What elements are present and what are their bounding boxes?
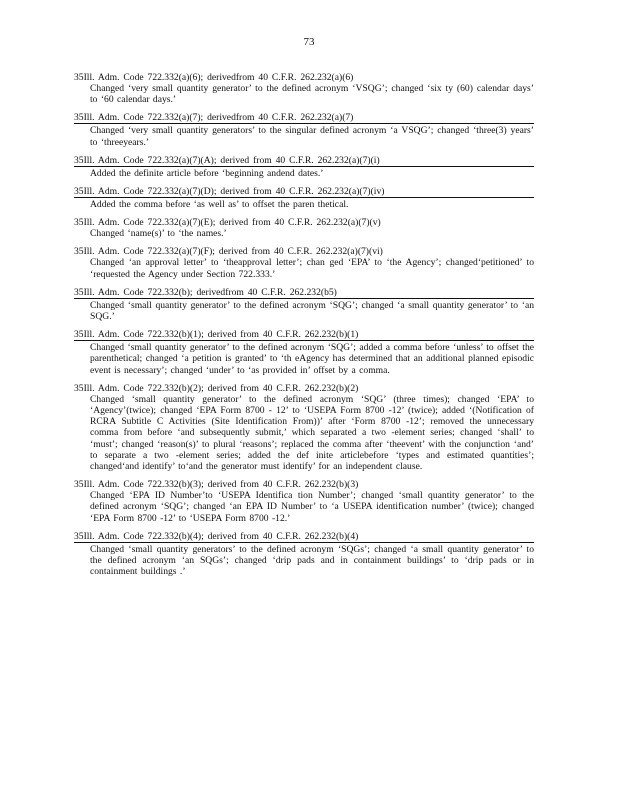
- list-item: [74, 246, 534, 279]
- list-item: [74, 72, 534, 105]
- entry-heading: 35Ill. Adm. Code 722.332(a)(7)(A); derived from 40 C.F.R. 262.232(a)(7)(i): [74, 155, 534, 167]
- list-item: [74, 383, 534, 472]
- list-item: [74, 155, 534, 179]
- entry-heading: 35Ill. Adm. Code 722.332(b)(2); derived from 40 C.F.R. 262.232(b)(2): [74, 382, 359, 394]
- entry-heading: 35Ill. Adm. Code 722.332(b)(4); derived from 40 C.F.R. 262.232(b)(4): [74, 531, 534, 543]
- list-item: [74, 217, 534, 239]
- entry-heading: 35Ill. Adm. Code 722.332(b)(1); derived from 40 C.F.R. 262.232(b)(1): [74, 329, 534, 341]
- entry-heading: 35Ill. Adm. Code 722.332(a)(7)(D); derived from 40 C.F.R. 262.232(a)(7)(iv): [74, 186, 534, 198]
- entry-heading: 35Ill. Adm. Code 722.332(a)(7); derivedfrom 40 C.F.R. 262.232(a)(7): [74, 112, 534, 124]
- entry-body: Changed ‘EPA ID Number’to ‘USEPA Identifica tion Number’; changed ‘small quantity generator’ to the defined acronym ‘SQG’; changed ‘an EPA ID Number’ to ‘a USEPA identification number’ (twice); changed ‘EPA Form 8700 -12’ to ‘USEPA Form 8700 -12.’: [90, 490, 534, 524]
- entry-body: Changed ‘name(s)’ to ‘the names.’: [90, 228, 227, 240]
- entry-body: Changed ‘small quantity generators’ to the defined acronym ‘SQGs’; changed ‘a small quantity generator’ to the defined acronym ‘an SQGs’; changed ‘drip pads and in containment buildings’ to ‘drip pads or in containment buildings .’: [90, 543, 534, 578]
- list-item: [74, 112, 534, 147]
- entry-heading: 35Ill. Adm. Code 722.332(b)(3); derived from 40 C.F.R. 262.232(b)(3): [74, 479, 359, 491]
- page-number: 73: [303, 36, 315, 48]
- entry-heading: 35Ill. Adm. Code 722.332(a)(7)(F); derived from 40 C.F.R. 262.232(a)(7)(vi): [74, 246, 383, 258]
- entry-heading: 35Ill. Adm. Code 722.332(a)(6); derivedfrom 40 C.F.R. 262.232(a)(6): [74, 72, 354, 83]
- entry-body: Added the definite article before ‘beginning andend dates.’: [90, 167, 324, 179]
- entry-body: Changed ‘an approval letter’ to ‘theapproval letter’; chan ged ‘EPA’ to ‘the Agency’; changed‘petitioned’ to ‘requested the Agency under Section 722.333.’: [90, 257, 534, 280]
- list-item: [74, 329, 534, 376]
- entries-list: [74, 72, 534, 584]
- entry-heading: 35Ill. Adm. Code 722.332(b); derivedfrom 40 C.F.R. 262.232(b5): [74, 287, 534, 299]
- list-item: [74, 186, 534, 210]
- list-item: [74, 287, 534, 322]
- entry-body: Changed ‘small quantity generator’ to the defined acronym ‘SQG’; changed ‘a small quantity generator’ to ‘an SQG.’: [90, 299, 534, 323]
- entry-body: Changed ‘small quantity generator’ to the defined acronym ‘SQG’ (three times); changed ‘EPA’ to ‘Agency’(twice); changed ‘EPA Form 8700 - 12’ to ‘USEPA Form 8700 -12’ (twice); added ‘(Notification of RCRA Subtitle C Activities (Site Identification From))’ after ‘Form 8700 -12’; removed the unnecessary comma from before ‘and subsequently submit,’ which separated a two -element series; changed ‘shall’ to ‘must’; changed ‘reason(s)’ to plural ‘reasons’; replaced the comma after ‘theevent’ with the conjunction ‘and’ to separate a two -element series; added the def inite articlebefore ‘types and estimated quantities’; changed‘and identify’ to‘and the generator must identify’ for an independent clause.: [90, 393, 534, 473]
- list-item: [74, 479, 534, 524]
- entry-body: Changed ‘small quantity generator’ to the defined acronym ‘SQG’; added a comma before ‘unless’ to offset the parenthetical; changed ‘a petition is granted’ to ‘th eAgency has determined that an additional planned episodic event is necessary’; changed ‘under’ to ‘as provided in’ offset by a comma.: [90, 342, 534, 376]
- entry-heading: 35Ill. Adm. Code 722.332(a)(7)(E); derived from 40 C.F.R. 262.232(a)(7)(v): [74, 217, 381, 229]
- entry-body: Added the comma before ‘as well as’ to offset the paren thetical.: [90, 199, 349, 211]
- entry-body: Changed ‘very small quantity generator’ to the defined acronym ‘VSQG’; changed ‘six ty (60) calendar days’ to ‘60 calendar days.’: [90, 83, 534, 106]
- entry-body: Changed ‘very small quantity generators’ to the singular defined acronym ‘a VSQG’; changed ‘three(3) years’ to ‘threeyears.’: [90, 125, 534, 148]
- list-item: [74, 531, 534, 578]
